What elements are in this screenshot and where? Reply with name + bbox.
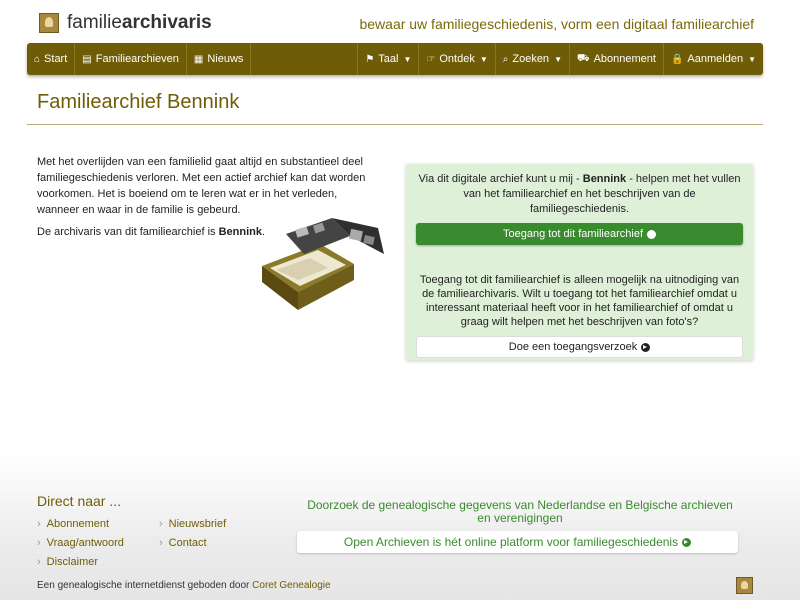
- tree-logo-icon[interactable]: [736, 577, 753, 594]
- chevron-down-icon: ▼: [403, 54, 412, 64]
- chevron-down-icon: ▼: [554, 54, 562, 64]
- search-icon: ⌕: [502, 53, 509, 65]
- chevron-down-icon: ▼: [479, 54, 488, 64]
- arrow-circle-right-icon: [682, 538, 691, 547]
- footer: [0, 455, 800, 600]
- footer-title: Direct naar ...: [37, 493, 122, 509]
- chevron-down-icon: ▼: [748, 54, 756, 64]
- footer-link-vraag-antwoord[interactable]: › Vraag/antwoord: [37, 537, 124, 549]
- home-icon: ⌂: [34, 53, 41, 65]
- nav-familiearchieven[interactable]: ▤ Familiearchieven: [75, 43, 187, 75]
- arrow-circle-right-icon: [647, 230, 656, 239]
- page-title: Familiearchief Bennink: [37, 91, 240, 113]
- nav-ontdek[interactable]: ☞ Ontdek ▼: [418, 43, 494, 75]
- lock-icon: 🔒: [670, 53, 684, 65]
- archive-box-image: [258, 214, 388, 314]
- nav-start[interactable]: ⌂ Start: [27, 43, 75, 75]
- archivist-line: De archivaris van dit familiearchief is Bennink.: [37, 226, 266, 238]
- book-icon: ▤: [82, 53, 92, 65]
- hand-icon: ☞: [426, 53, 436, 65]
- cart-icon: ⛟: [576, 52, 590, 64]
- footer-link-disclaimer[interactable]: › Disclaimer: [37, 556, 98, 568]
- access-request-button[interactable]: Doe een toegangsverzoek: [416, 336, 743, 358]
- open-archieven-button[interactable]: Open Archieven is hét online platform voor familiegeschiedenis: [297, 531, 738, 553]
- tagline: bewaar uw familiegeschiedenis, vorm een digitaal familiearchief: [359, 16, 754, 32]
- footer-link-nieuwsbrief[interactable]: › Nieuwsbrief: [159, 518, 226, 530]
- footer-link-contact[interactable]: › Contact: [159, 537, 207, 549]
- tree-logo-icon: [39, 13, 59, 33]
- nav-taal[interactable]: ⚑ Taal ▼: [357, 43, 418, 75]
- footer-link-abonnement[interactable]: › Abonnement: [37, 518, 109, 530]
- coret-genealogie-link[interactable]: Coret Genealogie: [252, 580, 331, 591]
- brand-name: familiearchivaris: [67, 12, 212, 33]
- archivist-name: Bennink: [218, 226, 262, 238]
- nav-aanmelden[interactable]: 🔒 Aanmelden ▼: [663, 43, 763, 75]
- nav-nieuws[interactable]: ▦ Nieuws: [187, 43, 252, 75]
- panel-intro: Via dit digitale archief kunt u mij - Bennink - helpen met het vullen van het familiearchief en het beschrijven van de familiegeschiedenis.: [418, 173, 741, 215]
- nav-zoeken[interactable]: ⌕ Zoeken ▼: [495, 43, 569, 75]
- language-icon: ⚑: [365, 53, 375, 65]
- access-archive-button[interactable]: Toegang tot dit familiearchief: [416, 223, 743, 245]
- nav-abonnement[interactable]: ⛟ Abonnement: [569, 43, 663, 75]
- newspaper-icon: ▦: [193, 53, 204, 65]
- main-navbar: [27, 43, 763, 75]
- access-panel: [406, 164, 753, 360]
- arrow-circle-right-icon: [641, 343, 650, 352]
- footer-search-text: Doorzoek de genealogische gegevens van Nederlandse en Belgische archieven en verenigingen: [307, 498, 733, 525]
- footer-credits: Een genealogische internetdienst geboden door Coret Genealogie: [37, 580, 331, 591]
- invite-text: Toegang tot dit familiearchief is alleen mogelijk na uitnodiging van de familiearchivaris. Wilt u toegang tot het familiearchief omdat u interessant materiaal heeft voor in het familiearchief of omdat u graag wilt helpen met het beschrijven van foto's?: [419, 274, 740, 328]
- intro-paragraph: Met het overlijden van een familielid gaat altijd en substantieel deel familiegeschiedenis verloren. Met een actief archief kan dat worden voorkomen. Het is boeiend om te leren wat er in het verleden, wanneer en waar in de familie is gebeurd.: [37, 156, 366, 216]
- title-divider: [27, 124, 763, 125]
- site-logo[interactable]: [39, 12, 212, 34]
